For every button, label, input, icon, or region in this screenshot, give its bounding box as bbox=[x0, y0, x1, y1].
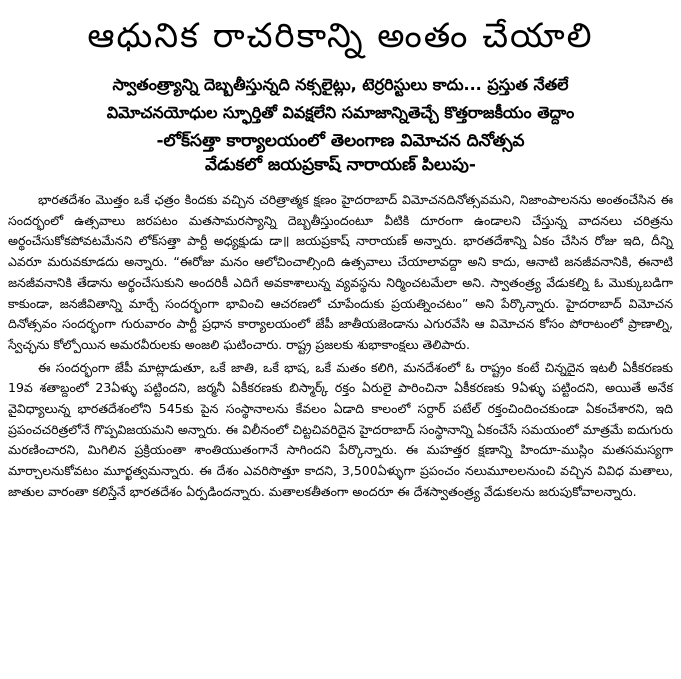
subheadline-1: స్వాతంత్ర్యాన్ని దెబ్బతీస్తున్నది నక్సలైట్లు, టెర్రరిస్టులు కాదు... ప్రస్తుత నేతలే bbox=[112, 75, 569, 94]
subheadline-3: -లోక్‌సత్తా కార్యాలయంలో తెలంగాణ విమోచన దినోత్సవ bbox=[156, 131, 525, 151]
headline: ఆధునిక రాచరికాన్ని అంతం చేయాలి bbox=[87, 16, 594, 56]
article-body bbox=[8, 190, 673, 503]
paragraph-1: భారతదేశం మొత్తం ఒకే ఛత్రం కిందకు వచ్చిన చరిత్రాత్మక క్షణం హైదరాబాద్ విమోచనదినోత్సవమని, నిజాంపాలనను అంతంచేసిన ఈ సందర్భంలో ఉత్సవాలు జరపటం మతసామరస్యాన్ని దెబ్బతీస్తుందంటూ వీటికి దూరంగా ఉండాలని చేస్తున్న వాదనలు చరిత్రను అర్థంచేసుకోకపోవటమేనని లోక్‌సత్తా పార్టీ అధ్యక్షుడు డా॥ జయప్రకాష్ నారాయణ్ అన్నారు. భారతదేశాన్ని ఏకం చేసిన రోజు ఇది, దీన్ని ఎవరూ మరువకూడదు అన్నారు. “ఈరోజు మనం ఆలోచించాల్సింది ఉత్సవాలు చేయాలావద్దా అని కాదు, ఆనాటి జనజీవనానికి, ఈనాటి జనజీవనానికి తేడాను అర్థంచేసుకుని అందరికీ ఎదిగే అవకాశాలున్న వ్యవస్థను నిర్మించటమేలా అని. స్వాతంత్ర్య వేడుకల్ని ఓ మొక్కుబడిగా కాకుండా, జనజీవితాన్ని మార్చే సందర్భంగా భావించి ఆచరణలో చూపేందుకు ప్రయత్నించటం” అని పేర్కొన్నారు. హైదరాబాద్ విమోచన దినోత్సవం సందర్భంగా గురువారం పార్టీ ప్రధాన కార్యాలయంలో జేపీ జాతీయజెండాను ఎగురవేసి ఆ విమోచన కోసం పోరాటంలో ప్రాణాల్ని, స్వేచ్ఛను కోల్పోయిన అమరవీరులకు అంజలి ఘటించారు. రాష్ట్ర ప్రజలకు శుభాకాంక్షలు తెలిపారు. bbox=[8, 192, 673, 352]
paragraph-2: ఈ సందర్భంగా జేపీ మాట్లాడుతూ, ఒకే జాతి, ఒకే భాష, ఒకే మతం కలిగి, మనదేశంలో ఓ రాష్ట్రం కంటే చిన్నదైన ఇటలీ ఏకీకరణకు 19వ శతాబ్దంలో 23ఏళ్ళు పట్టిందని, జర్మనీ ఏకీకరణకు బిస్మార్క్ రక్తం ఏరులై పారించినా ఏకీకరణకు 9ఏళ్ళు పట్టిందని, అయితే అనేక వైవిధ్యాలున్న భారతదేశంలోని 545కు పైన సంస్థానాలను కేవలం ఏడాది కాలంలో సర్దార్ పటేల్ రక్తంచిందించకుండా ఏకంచేశారని, ఇది ప్రపంచచరిత్రలోనే గొప్పవిజయమని అన్నారు. ఈ విలీనంలో చిట్టచివరిదైన హైదరాబాద్ సంస్థానాన్ని ఏకంచేసే సమయంలో మాత్రమే ఐదుగురు మరణించారని, మిగిలిన ప్రక్రియంతా శాంతియుతంగానే సాగిందని పేర్కొన్నారు. ఈ మహత్తర క్షణాన్ని హిందూ-ముస్లిం మతసమస్యగా మార్చాలనుకోవటం మూర్ఖత్వమన్నారు. ఈ దేశం ఎవరిసొత్తూ కాదని, 3,500ఏళ్ళుగా ప్రపంచం నలుమూలలనుంచి వచ్చిన వివిధ మతాలు, జాతుల వారంతా కలిస్తేనే భారతదేశం ఏర్పడిందన్నారు. మతాలకతీతంగా అందరూ ఈ దేశస్వాతంత్ర్య వేడుకలను జరుపుకోవాలన్నారు. bbox=[8, 359, 673, 499]
news-article bbox=[0, 16, 681, 679]
subheadline-4: వేడుకలో జయప్రకాష్ నారాయణ్ పిలుపు- bbox=[205, 155, 476, 175]
subheadline-2: విమోచనయోధుల స్ఫూర్తితో వివక్షలేని సమాజాన్నితెచ్చే కొత్తరాజకీయం తెద్దాం bbox=[106, 103, 575, 122]
